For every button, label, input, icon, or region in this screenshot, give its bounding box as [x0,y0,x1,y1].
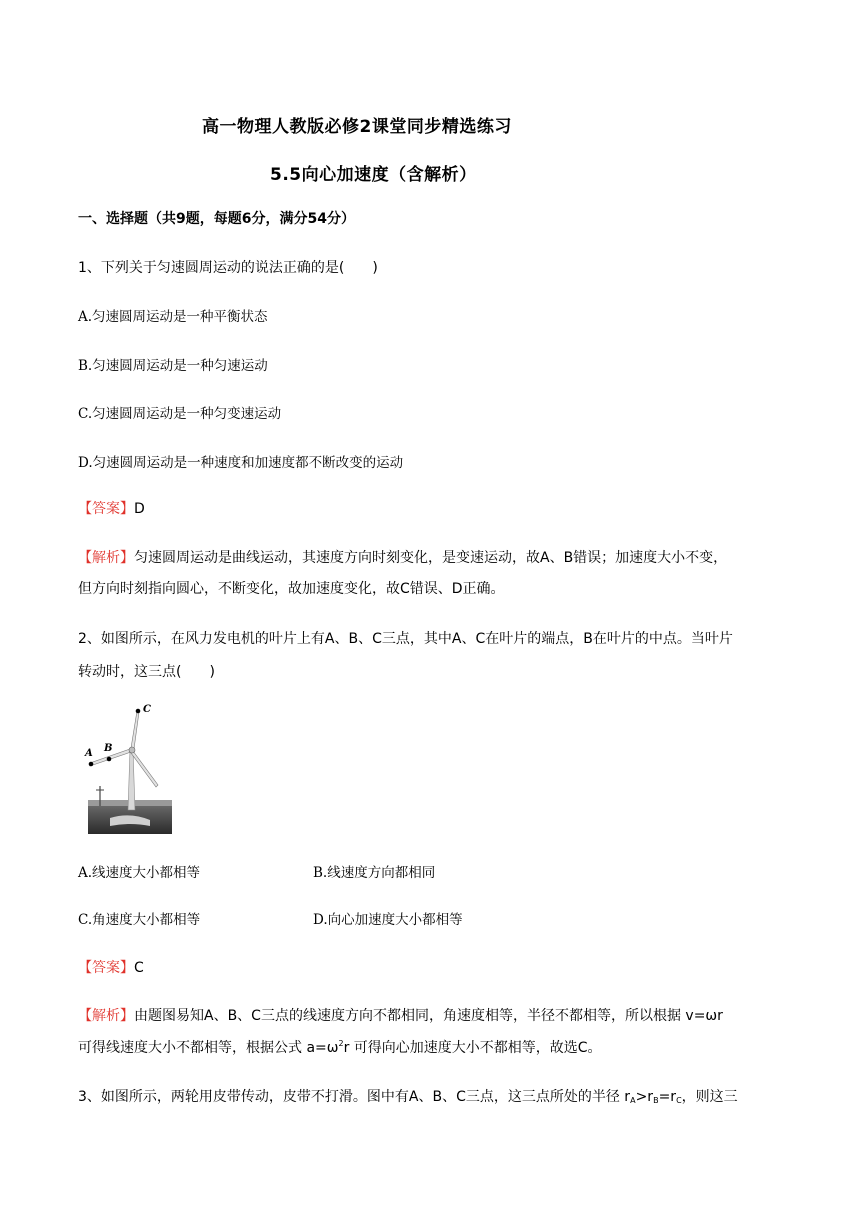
q2-analysis-line1 [78,1005,723,1025]
q1-analysis-line1 [78,547,727,567]
document-title: 高一物理人教版必修2课堂同步精选练习 [202,117,512,137]
q1-option-b: B.匀速圆周运动是一种匀速运动 [78,358,268,374]
q2-analysis-sup: 2 [338,1039,344,1048]
q2-option-c: C.角速度大小都相等 [78,912,201,928]
q2-option-a: A.线速度大小都相等 [78,865,201,881]
q3-mid1: >r [635,1089,654,1105]
q3-sub-a: A [630,1096,636,1105]
analysis-tag: 【解析】 [78,1008,134,1024]
wind-turbine-illustration [80,700,180,835]
analysis-tag: 【解析】 [78,550,134,566]
q2-analysis-line2 [78,1037,602,1057]
q1-answer-value: D [134,501,145,517]
q2-analysis-text: 由题图易知A、B、C三点的线速度方向不都相同，角速度相等，半径不都相等，所以根据 v=ωr [134,1008,723,1024]
q2-answer [78,957,144,977]
q2-stem-line1: 2、如图所示，在风力发电机的叶片上有A、B、C三点，其中A、C在叶片的端点，B在叶片的中点。当叶片 [78,631,733,647]
q1-option-a: A.匀速圆周运动是一种平衡状态 [78,309,268,325]
section-heading: 一、选择题（共9题，每题6分，满分54分） [78,211,355,227]
q1-option-c: C.匀速圆周运动是一种匀变速运动 [78,406,282,422]
wind-turbine-figure [80,700,180,835]
figure-label-a: A [85,748,93,759]
q2-analysis-line2-post: r 可得向心加速度大小不都相等，故选C。 [343,1040,602,1056]
q1-answer [78,498,145,518]
document-subtitle: 5.5向心加速度（含解析） [270,165,477,185]
q2-answer-value: C [134,960,144,976]
q1-option-d: D.匀速圆周运动是一种速度和加速度都不断改变的运动 [78,455,404,471]
figure-label-b: B [104,743,113,754]
q3-stem [78,1086,738,1106]
answer-tag: 【答案】 [78,960,134,976]
q1-analysis-line2: 但方向时刻指向圆心，不断变化，故加速度变化，故C错误、D正确。 [78,581,505,597]
q2-option-b: B.线速度方向都相同 [313,865,436,881]
q2-stem-line2: 转动时，这三点( ) [78,664,215,680]
q3-sub-b: B [653,1096,659,1105]
q2-option-d: D.向心加速度大小都相等 [313,912,463,928]
q3-stem-pre: 3、如图所示，两轮用皮带传动，皮带不打滑。图中有A、B、C三点，这三点所处的半径 r [78,1089,631,1105]
q2-analysis-line2-pre: 可得线速度大小不都相等，根据公式 a=ω [78,1040,339,1056]
q1-analysis-text: 匀速圆周运动是曲线运动，其速度方向时刻变化，是变速运动，故A、B错误；加速度大小不变， [134,550,728,566]
q3-sub-c: C [676,1096,682,1105]
q1-stem: 1、下列关于匀速圆周运动的说法正确的是( ) [78,260,378,276]
answer-tag: 【答案】 [78,501,134,517]
figure-label-c: C [143,704,151,715]
q3-stem-post: ，则这三 [681,1089,738,1105]
q3-mid2: =r [658,1089,677,1105]
